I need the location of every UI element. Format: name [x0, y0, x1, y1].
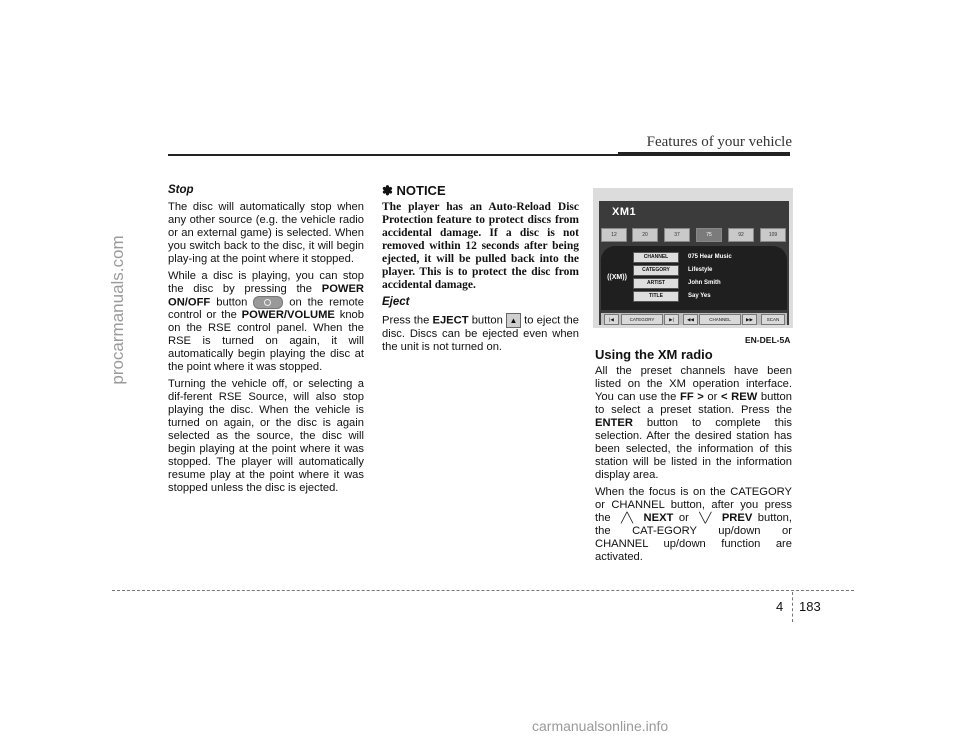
xm-preset-bar	[601, 228, 787, 242]
page-number-separator	[792, 592, 793, 622]
stop-paragraph-1: The disc will automatically stop when any other source (e.g. the vehicle radio or an external game) is selected. When you switch back to the disc, it will begin play-ing at the point where it stopped.	[168, 201, 364, 265]
xm-paragraph-2: When the focus is on the CATEGORY or CHANNEL button, after you press the ╱╲ NEXT or ╲╱ PREV button, the CAT-EGORY up/down or CHANNEL up/down function are activated.	[595, 486, 793, 563]
xm-preset[interactable]: 37	[664, 228, 690, 242]
xm-artist-button[interactable]: ARTIST	[633, 278, 679, 289]
category-next-icon[interactable]: ▶|	[664, 314, 679, 325]
xm-category-label: CATEGORY	[621, 314, 663, 325]
power-button-icon	[253, 296, 283, 309]
xm-title: XM1	[612, 206, 637, 218]
xm-category-button[interactable]: CATEGORY	[633, 265, 679, 276]
category-prev-icon[interactable]: |◀	[604, 314, 619, 325]
eject-icon: ▲	[506, 313, 521, 328]
watermark-bottom: carmanualsonline.info	[532, 718, 669, 734]
xm-channel-button[interactable]: CHANNEL	[633, 252, 679, 263]
xm-logo-icon: ((XM))	[607, 274, 627, 281]
figure-caption: EN-DEL-5A	[745, 335, 791, 345]
column-stop	[168, 184, 364, 499]
stop-paragraph-3: Turning the vehicle off, or selecting a dif-ferent RSE Source, will also stop playing the disc. When the vehicle is turned on again, or the disc is again selected as the source, the disc will begin playing at the point where it was stopped. The player will automatically resume play at the point where it was stopped unless the disc is ejected.	[168, 378, 364, 495]
xm-preset[interactable]: 12	[601, 228, 627, 242]
eject-heading: Eject	[382, 296, 410, 308]
header-rule-accent	[618, 152, 790, 156]
column-notice	[382, 184, 579, 358]
eject-paragraph: Press the EJECT button ▲ to eject the disc. Discs can be ejected even when the unit is not turned on.	[382, 314, 579, 353]
stop-paragraph-2: While a disc is playing, you can stop the disc by pressing the POWER ON/OFF button on the remote control or the POWER/VOLUME knob on the RSE control panel. When the RSE is turned on again, it will automatically begin playing the disc at the point where it was stopped.	[168, 270, 365, 374]
xm-channel-label: CHANNEL	[699, 314, 741, 325]
xm-radio-heading: Using the XM radio	[595, 347, 713, 362]
xm-info-category: Lifestyle	[688, 267, 713, 273]
xm-preset[interactable]: 109	[760, 228, 786, 242]
xm-preset[interactable]: 92	[728, 228, 754, 242]
header-title: Features of your vehicle	[646, 134, 792, 150]
xm-info-channel: 075 Hear Music	[688, 254, 732, 260]
xm-preset-selected[interactable]: 75	[696, 228, 722, 242]
footer-rule	[112, 590, 854, 591]
xm-info-artist: John Smith	[688, 280, 721, 286]
watermark-left: procarmanuals.com	[108, 235, 127, 385]
rewind-icon[interactable]: ◀◀	[683, 314, 698, 325]
notice-body: The player has an Auto-Reload Disc Protection feature to protect discs from accidental damage. If a disc is not removed within 12 seconds after being ejected, it will be pulled back into the player. This is to protect the disc from accidental damage.	[382, 201, 579, 291]
notice-heading: ✽ NOTICE	[382, 183, 446, 198]
fast-forward-icon[interactable]: ▶▶	[742, 314, 757, 325]
chapter-number: 4	[776, 599, 784, 614]
xm-title-button[interactable]: TITLE	[633, 291, 679, 302]
down-chevron-icon: ╲╱	[699, 513, 712, 524]
column-xm-radio	[595, 348, 792, 568]
xm-info-title: Say Yes	[688, 293, 711, 299]
stop-heading: Stop	[168, 184, 194, 196]
xm-preset[interactable]: 20	[632, 228, 658, 242]
up-chevron-icon: ╱╲	[621, 513, 634, 524]
xm-bottom-bar	[601, 313, 787, 325]
xm-paragraph-1: All the preset channels have been listed on the XM operation interface. You can use the FF > or < REW button to select a preset station. Press the ENTER button to complete this selection. After the desired station has been selected, the information of this station will be listed in the information display area.	[595, 365, 792, 481]
page-number: 183	[799, 599, 821, 614]
xm-scan-button[interactable]: SCAN	[761, 314, 785, 325]
